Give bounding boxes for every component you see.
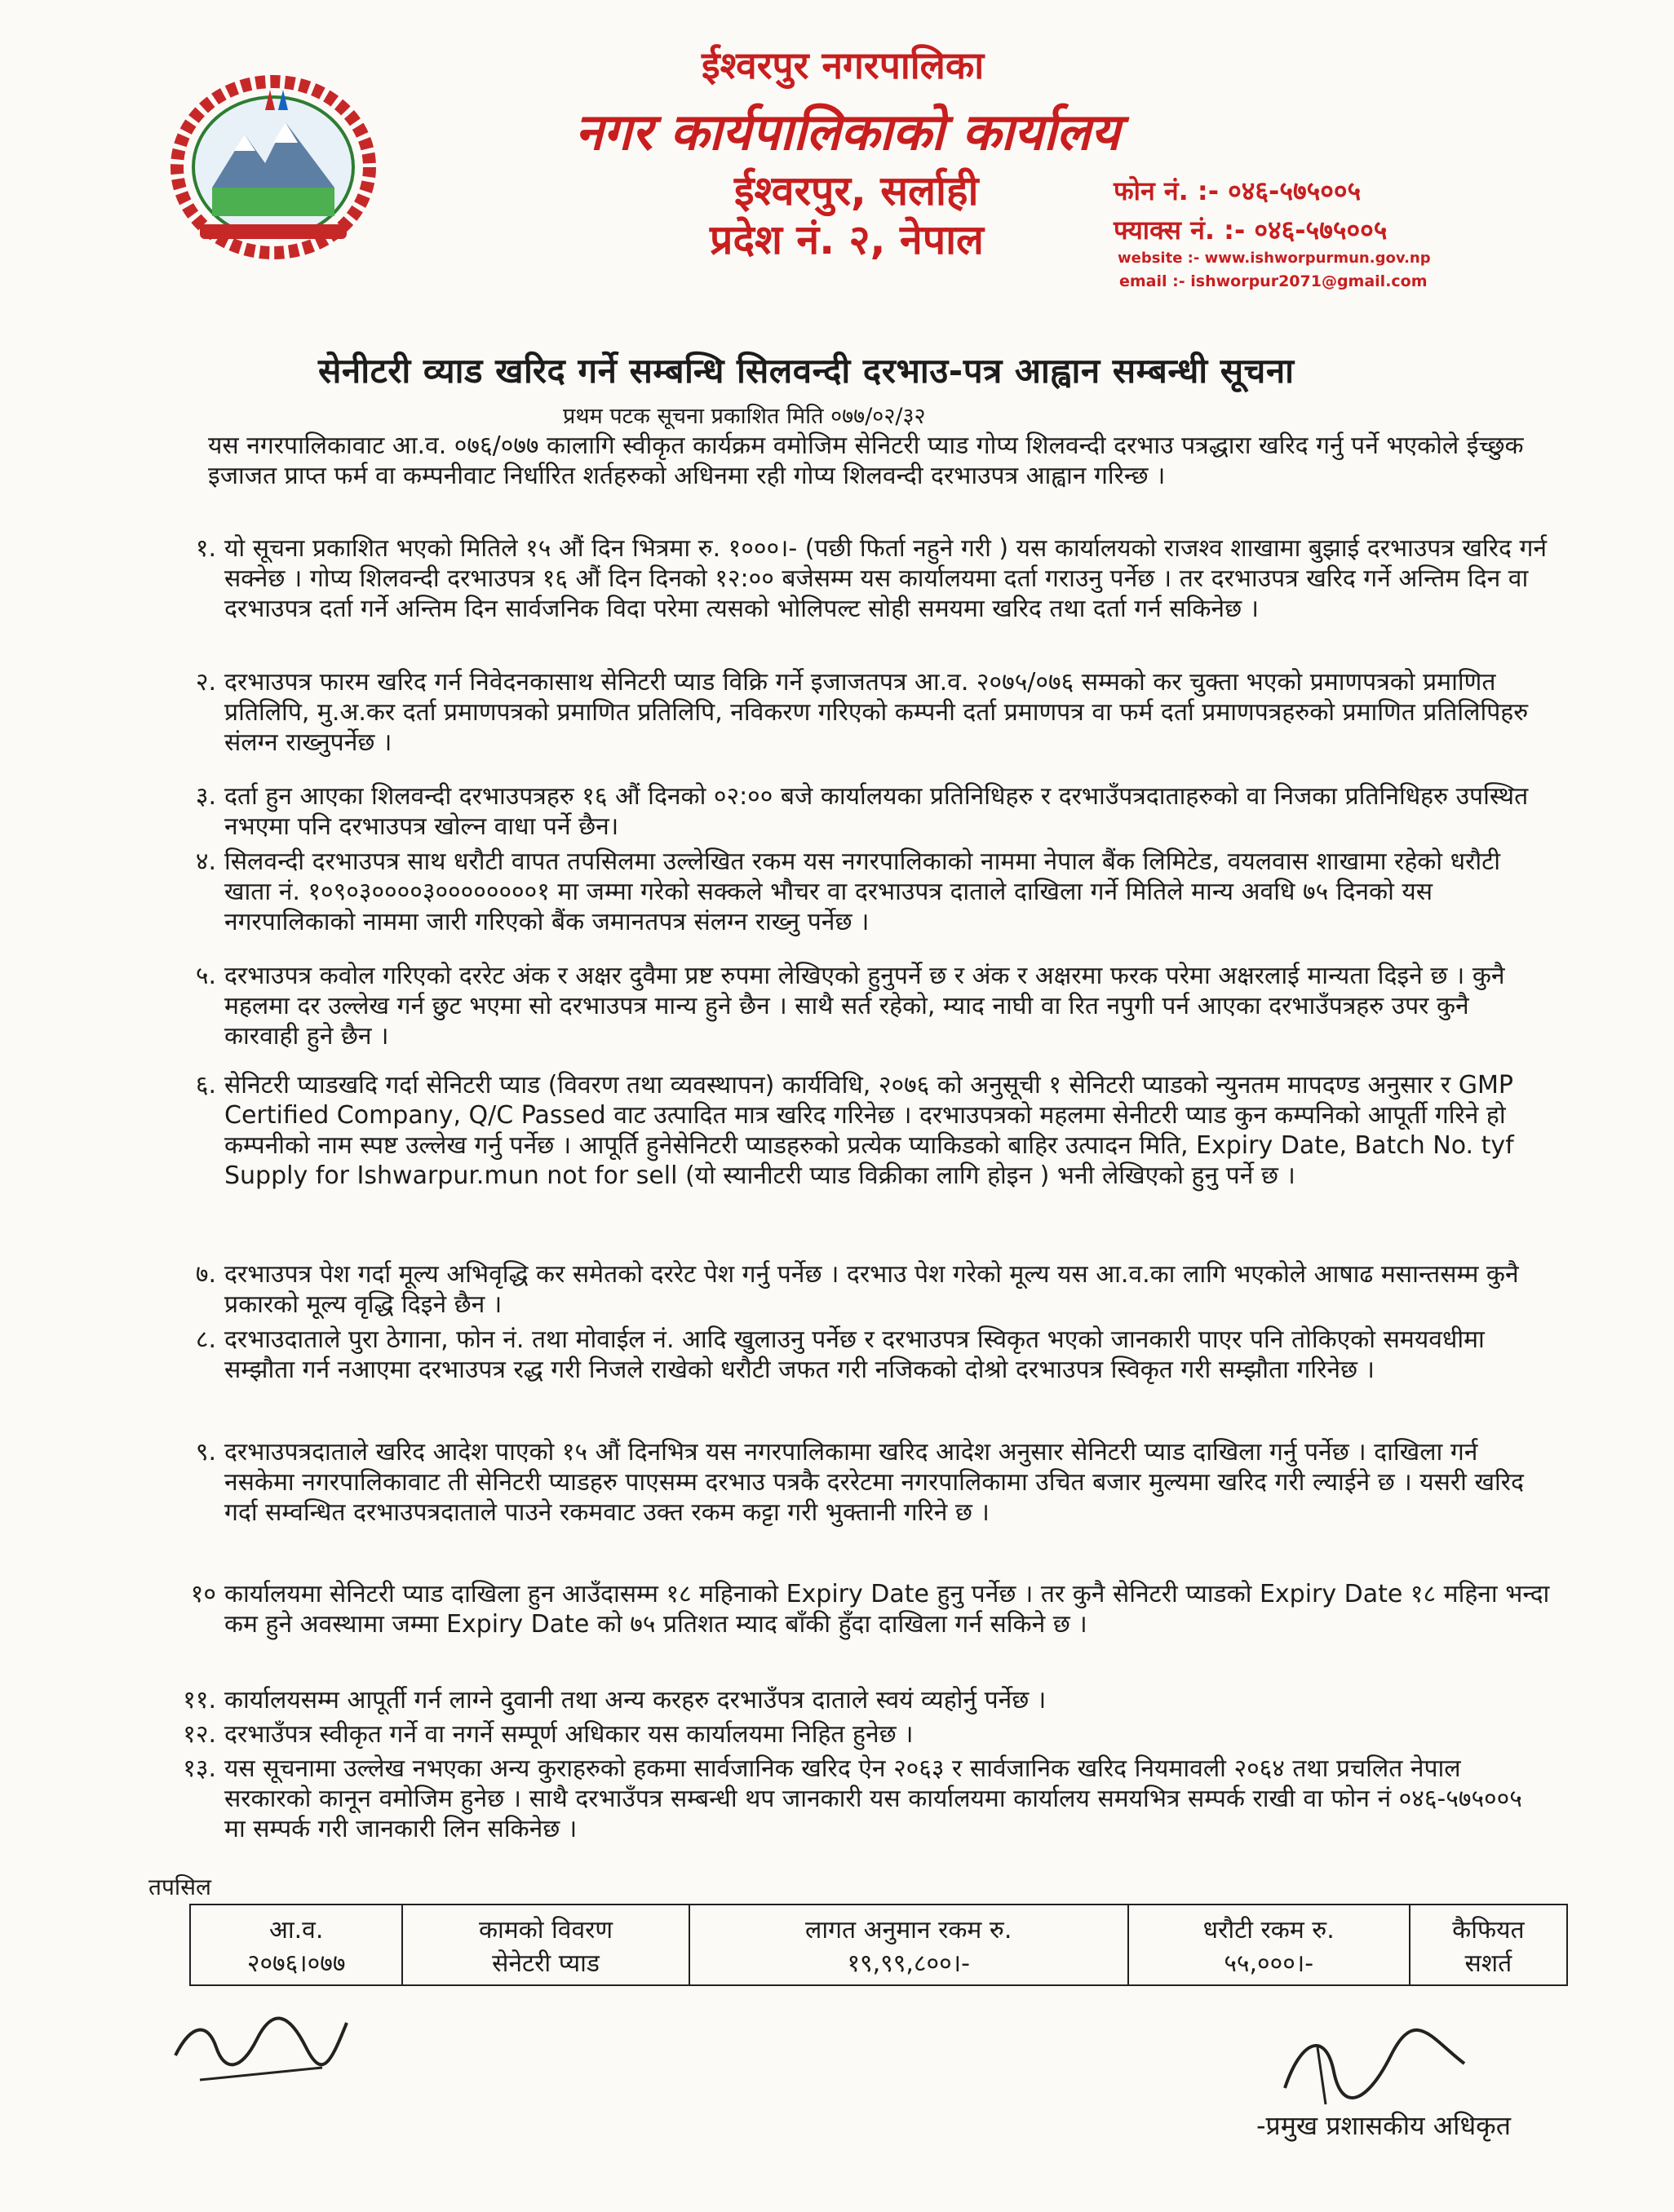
- notice-item: [171, 1070, 1550, 1191]
- notice-item: [171, 847, 1550, 937]
- item-text: दरभाउपत्र पेश गर्दा मूल्य अभिवृद्धि कर समेतको दररेट पेश गर्नु पर्नेछ । दरभाउ पेश गरेको मूल्य यस आ.व.का लागि भएकोले आषाढ मसान्तसम्म कुनै प्रकारको मूल्य वृद्धि दिइने छैन ।: [224, 1260, 1519, 1319]
- notice-item: [171, 961, 1550, 1051]
- item-text: कार्यालयमा सेनिटरी प्याड दाखिला हुन आउँदासम्म १८ महिनाको Expiry Date हुनु पर्नेछ । तर कुनै सेनिटरी प्याडको Expiry Date १८ महिना भन्दा कम हुने अवस्थामा जम्मा Expiry Date को ७५ प्रतिशत म्याद बाँकी हुँदा दाखिला गर्न सकिने छ ।: [224, 1580, 1550, 1639]
- item-number: ४.: [195, 847, 216, 876]
- notice-item: [171, 781, 1550, 842]
- item-number: १२.: [183, 1720, 216, 1749]
- item-number: ११.: [183, 1686, 216, 1714]
- item-number: १.: [195, 534, 216, 563]
- notice-item: [171, 1719, 1550, 1750]
- phone-number: फोन नं. :- ०४६-५७५००५: [1114, 175, 1362, 206]
- table-row: [190, 1905, 1567, 1985]
- item-number: ७.: [195, 1260, 216, 1289]
- item-text: यस सूचनामा उल्लेख नभएका अन्य कुराहरुको हकमा सार्वजानिक खरिद ऐन २०६३ र सार्वजानिक खरिद नियमावली २०६४ तथा प्रचलित नेपाल सरकारको कानून वमोजिम हुनेछ । साथै दरभाउँपत्र सम्बन्धी थप जानकारी यस कार्यालयमा कार्यालय समयभित्र सम्पर्क राखी वा फोन नं ०४६-५७५००५ मा सम्पर्क गरी जानकारी लिन सकिनेछ ।: [224, 1754, 1522, 1843]
- value-remarks: सशर्त: [1464, 1949, 1512, 1978]
- item-text: दरभाउपत्र कवोल गरिएको दररेट अंक र अक्षर दुवैमा प्रष्ट रुपमा लेखिएको हुनुपर्ने छ र अंक र अक्षरमा फरक परेमा अक्षरलाई मान्यता दिइने छ । कुनै महलमा दर उल्लेख गर्न छुट भएमा सो दरभाउपत्र मान्य हुने छैन । साथै सर्त रहेको, म्याद नाघी वा रित नपुगी पर्न आएका दरभाउँपत्रहरु उपर कुनै कारवाही हुने छैन ।: [224, 962, 1505, 1051]
- item-text: सेनिटरी प्याडखदि गर्दा सेनिटरी प्याड (विवरण तथा व्यवस्थापन) कार्यविधि, २०७६ को अनुसूची १ सेनिटरी प्याडको न्युनतम मापदण्ड अनुसार र GMP Certified Company, Q/C Passed वाट उत्पादित मात्र खरिद गरिनेछ । दरभाउपत्रको महलमा सेनीटरी प्याड कुन कम्पनिको आपूर्ती गरिने हो कम्पनीको नाम स्पष्ट उल्लेख गर्नु पर्नेछ । आपूर्ति हुनेसेनिटरी प्याडहरुको प्रत्येक प्याकिडको बाहिर उत्पादन मिति, Expiry Date, Batch No. tyf Supply for Ishwarpur.mun not for sell (यो स्यानीटरी प्याड विक्रीका लागि होइन ) भनी लेखिएको हुनु पर्ने छ ।: [224, 1071, 1514, 1190]
- notice-item: [171, 1259, 1550, 1320]
- notice-item: [171, 1685, 1550, 1715]
- item-text: सिलवन्दी दरभाउपत्र साथ धरौटी वापत तपसिलमा उल्लेखित रकम यस नगरपालिकाको नाममा नेपाल बैंक लिमिटेड, वयलवास शाखामा रहेको धरौटी खाता नं. १०९०३००००३००००००००१ मा जम्मा गरेको सक्कले भौचर वा दरभाउपत्र दाताले दाखिला गर्ने मितिले मान्य अवधि ७५ दिनको यस नगरपालिकाको नाममा जारी गरिएको बैंक जमानतपत्र संलग्न राख्नु पर्नेछ ।: [224, 847, 1500, 936]
- value-estimated-cost: १९,९९,८००।-: [847, 1949, 970, 1978]
- header-description: कामको विवरण: [478, 1915, 613, 1944]
- signatory-designation: -प्रमुख प्रशासकीय अधिकृत: [1256, 2110, 1511, 2141]
- item-text: दरभाउपत्र फारम खरिद गर्न निवेदनकासाथ सेनिटरी प्याड विक्रि गर्ने इजाजतपत्र आ.व. २०७५/०७६ सम्मको कर चुक्ता भएको प्रमाणपत्रको प्रमाणित प्रतिलिपि, मु.अ.कर दर्ता प्रमाणपत्रको प्रमाणित प्रतिलिपि, नविकरण गरिएको कम्पनी दर्ता प्रमाणपत्र वा फर्म दर्ता प्रमाणपत्रहरुको प्रमाणित प्रतिलिपिहरु संलग्न राख्नुपर्नेछ ।: [224, 668, 1529, 757]
- notice-subtitle: प्रथम पटक सूचना प्रकाशित मिति ०७७/०२/३२: [563, 404, 926, 429]
- item-text: दरभाउपत्रदाताले खरिद आदेश पाएको १५ औं दिनभित्र यस नगरपालिकामा खरिद आदेश अनुसार सेनिटरी प्याड दाखिला गर्नु पर्नेछ । दाखिला गर्न नसकेमा नगरपालिकावाट ती सेनिटरी प्याडहरु पाएसम्म दरभाउ पत्रकै दररेटमा नगरपालिकामा उचित बजार मुल्यमा खरिद गरी ल्याईने छ । यसरी खरिद गर्दा सम्वन्धित दरभाउपत्रदाताले पाउने रकमवाट उक्त रकम कट्टा गरी भुक्तानी गरिने छ ।: [224, 1438, 1524, 1527]
- item-text: दर्ता हुन आएका शिलवन्दी दरभाउपत्रहरु १६ औं दिनको ०२:०० बजे कार्यालयका प्रतिनिधिहरु र दरभाउँपत्रदाताहरुको वा निजका प्रतिनिधिहरु उपस्थित नभएमा पनि दरभाउपत्र खोल्न वाधा पर्ने छैन।: [224, 782, 1529, 841]
- item-text: यो सूचना प्रकाशित भएको मितिले १५ औं दिन भित्रमा रु. १०००।- (पछी फिर्ता नहुने गरी ) यस कार्यालयको राजश्व शाखामा बुझाई दरभाउपत्र खरिद गर्न सक्नेछ । गोप्य शिलवन्दी दरभाउपत्र १६ औं दिन दिनको १२:०० बजेसम्म यस कार्यालयमा दर्ता गराउनु पर्नेछ । तर दरभाउपत्र खरिद गर्ने अन्तिम दिन वा दरभाउपत्र दर्ता गर्ने अन्तिम दिन सार्वजनिक विदा परेमा त्यसको भोलिपल्ट सोही समयमा खरिद तथा दर्ता गर्न सकिनेछ ।: [224, 534, 1547, 623]
- header-estimated-cost: लागत अनुमान रकम रु.: [804, 1915, 1012, 1944]
- item-number: ५.: [195, 962, 216, 990]
- item-number: १३.: [183, 1754, 216, 1783]
- office-name: नगर कार्यपालिकाको कार्यालय: [575, 102, 1120, 161]
- notice-item: [171, 1437, 1550, 1528]
- item-number: ३.: [195, 782, 216, 811]
- header-remarks: कैफियत: [1452, 1915, 1525, 1944]
- item-number: २.: [195, 668, 216, 697]
- item-number: ८.: [195, 1325, 216, 1354]
- item-number: ९.: [195, 1438, 216, 1467]
- table-cell: [190, 1905, 402, 1985]
- notice-item: [171, 1325, 1550, 1385]
- fax-number: फ्याक्स नं. :- ०४६-५७५००५: [1114, 215, 1388, 246]
- nepal-emblem-icon: [167, 65, 379, 261]
- website[interactable]: website :- www.ishworpurmun.gov.np: [1118, 250, 1431, 267]
- municipality-name: ईश्वरपुर नगरपालिका: [702, 43, 985, 87]
- item-text: दरभाउदाताले पुरा ठेगाना, फोन नं. तथा मोवाईल नं. आदि खुलाउनु पर्नेछ र दरभाउपत्र स्विकृत भएको जानकारी पाएर पनि तोकिएको समयवधीमा सम्झौता गर्न नआएमा दरभाउपत्र रद्ध गरी निजले राखेको धरौटी जफत गरी नजिकको दोश्रो दरभाउपत्र स्विकृत गरी सम्झौता गरिनेछ ।: [224, 1325, 1485, 1384]
- header-deposit: धरौटी रकम रु.: [1202, 1915, 1335, 1944]
- item-number: १०: [190, 1580, 216, 1608]
- notice-item: [171, 1579, 1550, 1639]
- signature-right-icon: [1269, 2015, 1481, 2121]
- table-cell: [1410, 1905, 1567, 1985]
- schedule-table: [189, 1904, 1568, 1986]
- header-fiscal-year: आ.व.: [268, 1915, 324, 1944]
- signature-left-icon: [167, 1990, 355, 2096]
- notice-intro: यस नगरपालिकावाट आ.व. ०७६/०७७ कालागि स्वीकृत कार्यक्रम वमोजिम सेनिटरी प्याड गोप्य शिलवन्दी दरभाउ पत्रद्धारा खरिद गर्नु पर्ने भएकोले ईच्छुक इजाजत प्राप्त फर्म वा कम्पनीवाट निर्धारित शर्तहरुको अधिनमा रही गोप्य शिलवन्दी दरभाउपत्र आह्वान गरिन्छ ।: [208, 431, 1524, 490]
- email[interactable]: email :- ishworpur2071@gmail.com: [1119, 272, 1428, 290]
- schedule-label: तपसिल: [148, 1874, 212, 1900]
- table-cell: [1128, 1905, 1410, 1985]
- item-text: कार्यालयसम्म आपूर्ती गर्न लाग्ने दुवानी तथा अन्य करहरु दरभाउँपत्र दाताले स्वयं व्यहोर्नु पर्नेछ ।: [224, 1686, 1047, 1714]
- value-deposit: ५५,०००।-: [1224, 1949, 1314, 1978]
- notice-item: [171, 667, 1550, 758]
- notice-item: [171, 1754, 1550, 1844]
- table-cell: [689, 1905, 1128, 1985]
- table-cell: [402, 1905, 689, 1985]
- item-text: दरभाउँपत्र स्वीकृत गर्ने वा नगर्ने सम्पूर्ण अधिकार यस कार्यालयमा निहित हुनेछ ।: [224, 1720, 914, 1749]
- office-province: प्रदेश नं. २, नेपाल: [710, 216, 984, 263]
- notice-item: [171, 533, 1550, 624]
- office-location: ईश्वरपुर, सर्लाही: [734, 167, 979, 215]
- item-number: ६.: [195, 1071, 216, 1099]
- value-description: सेनेटरी प्याड: [492, 1949, 600, 1978]
- notice-title: सेनीटरी व्याड खरिद गर्ने सम्बन्धि सिलवन्दी दरभाउ-पत्र आह्वान सम्बन्धी सूचना: [318, 351, 1295, 391]
- value-fiscal-year: २०७६।०७७: [246, 1949, 346, 1978]
